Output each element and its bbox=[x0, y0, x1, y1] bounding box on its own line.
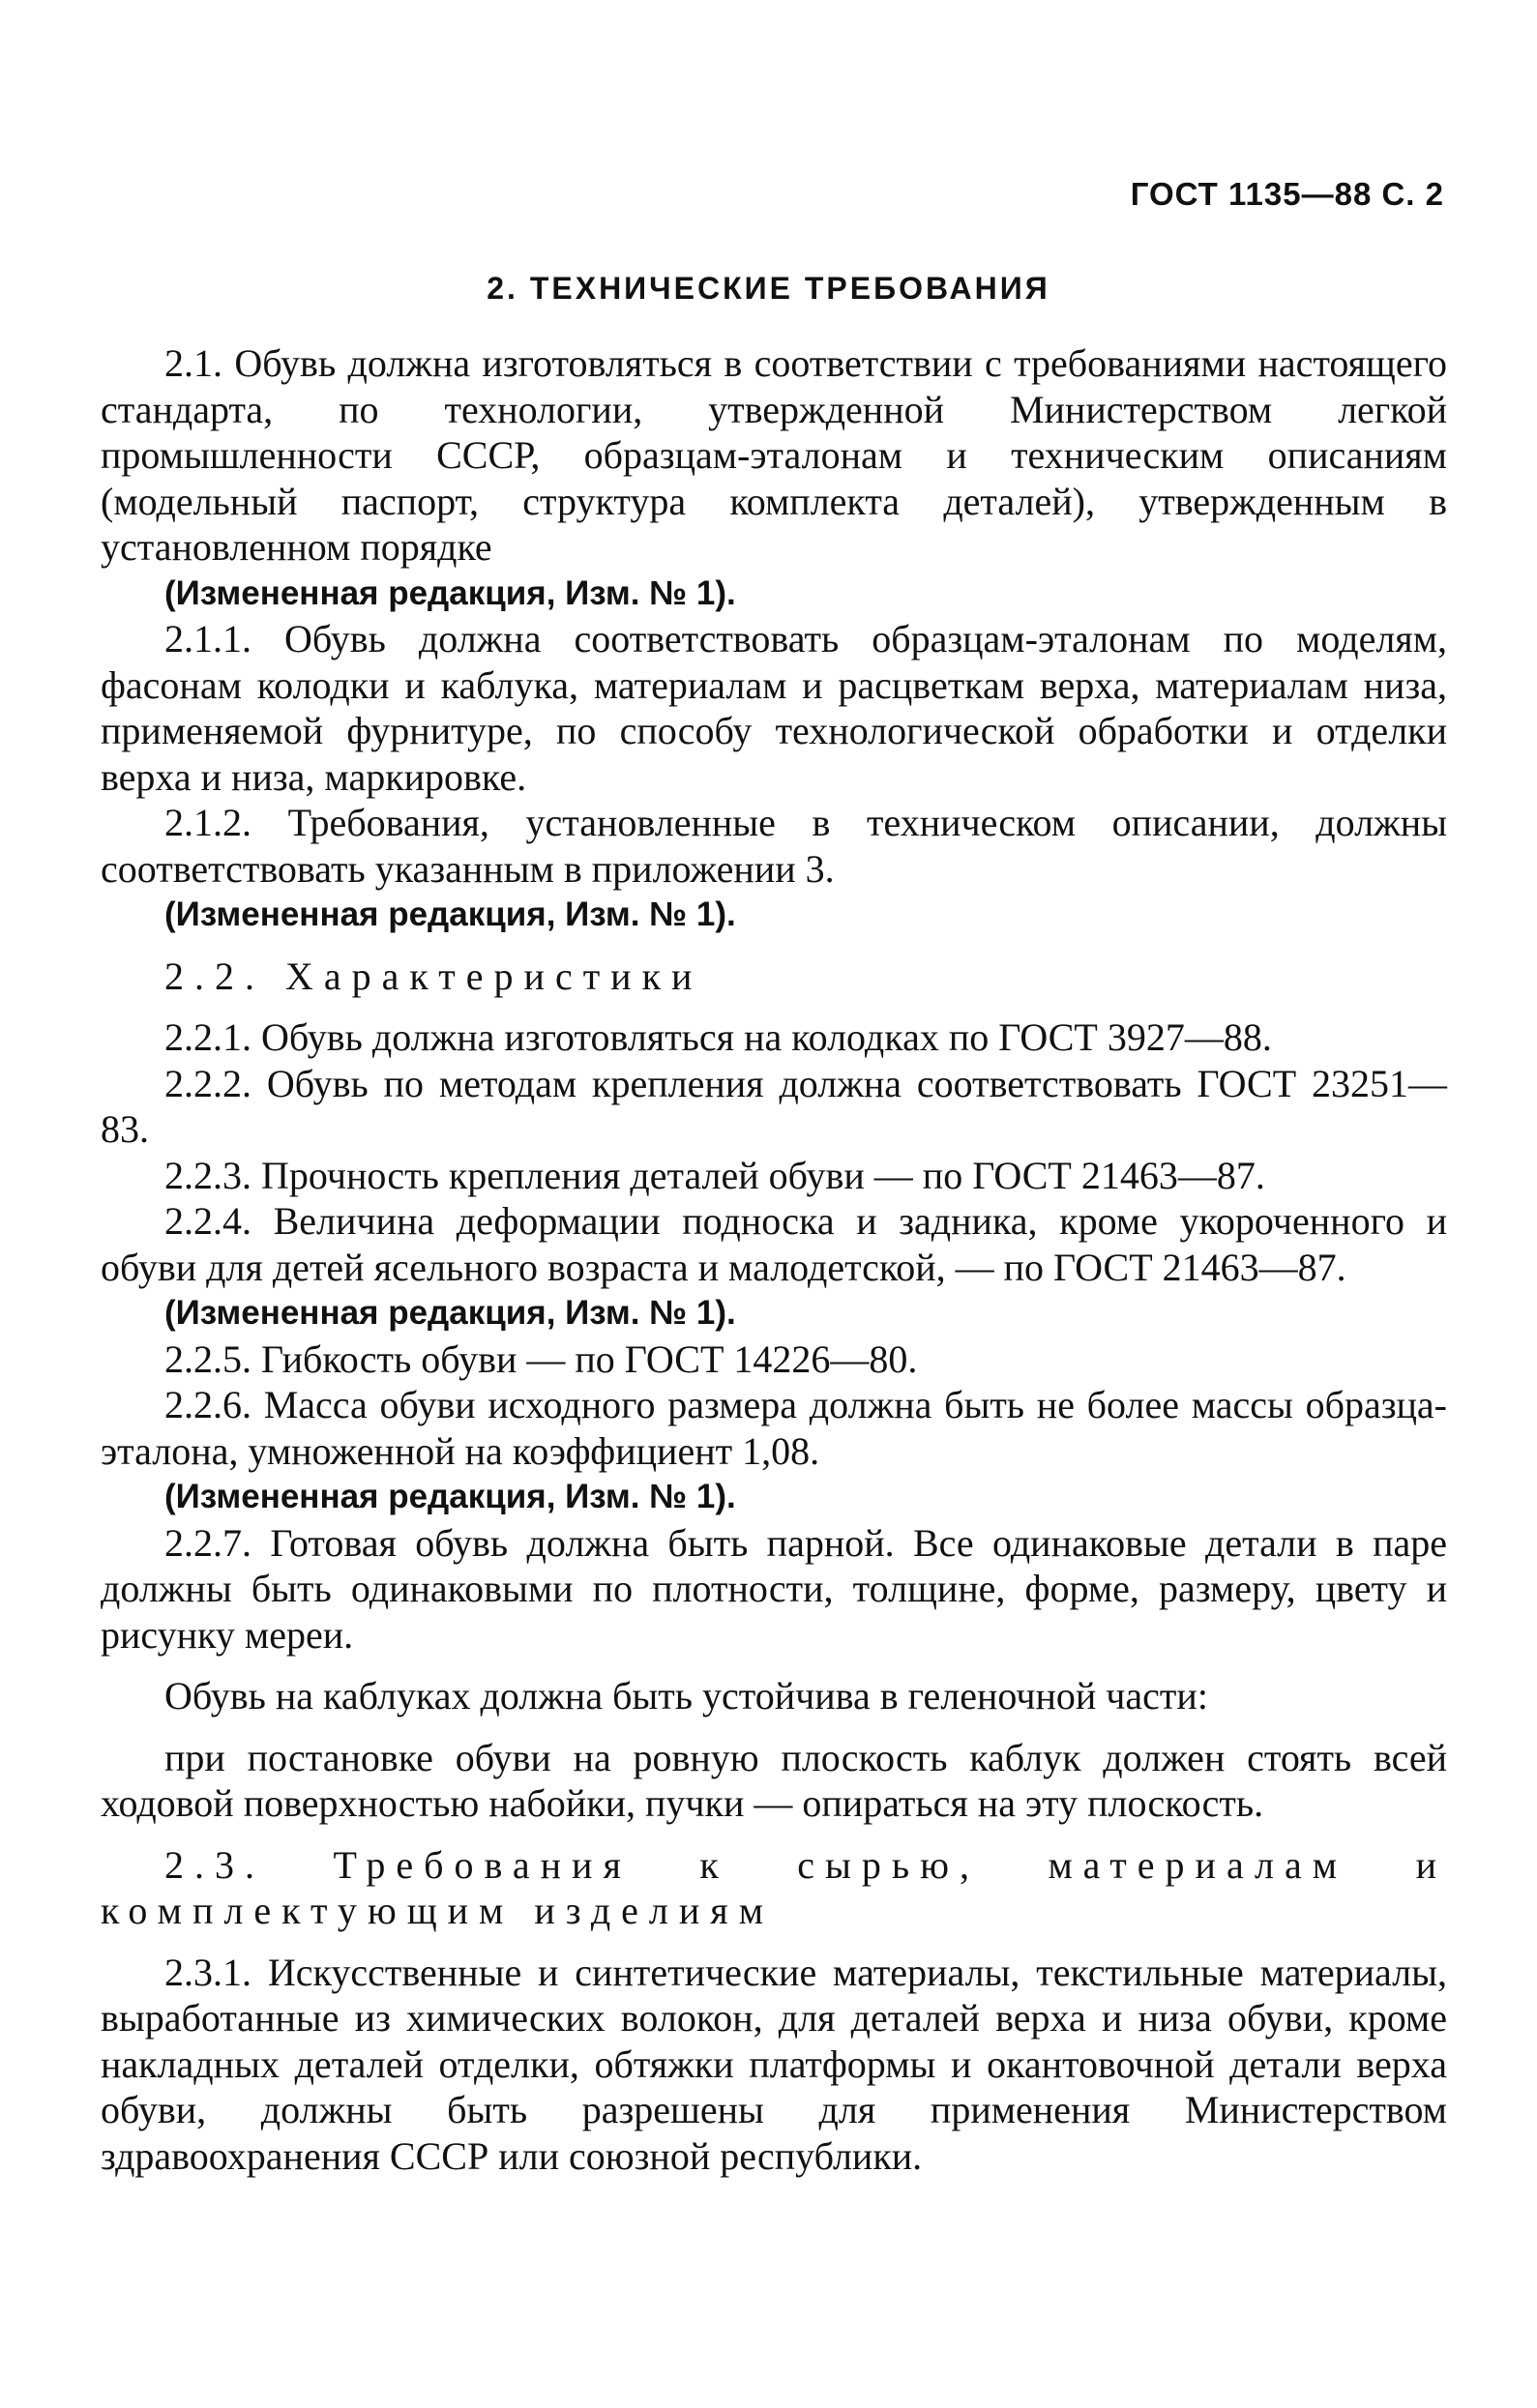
heel-stability-text: Обувь на каблуках должна быть устойчива в геленочной части: bbox=[164, 1674, 1208, 1718]
clause-2-2-6: 2.2.6. Масса обуви исходного размера должна быть не более массы образца-эталона, умноженной на коэффициент 1,08. bbox=[101, 1383, 1447, 1473]
amendment-note: (Измененная редакция, Изм. № 1). bbox=[164, 896, 736, 933]
amendment-note: (Измененная редакция, Изм. № 1). bbox=[164, 573, 736, 612]
clause-2-1-2: 2.1.2. Требования, установленные в техническом описании, должны соответствовать указанным в приложении 3. bbox=[101, 801, 1447, 891]
amendment-note: (Измененная редакция, Изм. № 1). bbox=[164, 1294, 736, 1332]
heel-stability-detail: при постановке обуви на ровную плоскость каблук должен стоять всей ходовой поверхностью набойки, пучки — опираться на эту плоскость. bbox=[101, 1735, 1447, 1825]
clause-2-3-1: 2.3.1. Искусственные и синтетические материалы, текстильные материалы, выработанные из химических волокон, для деталей верха и низа обуви, кроме накладных деталей отделки, обтяжки платформы и окантовочной детали верха обуви, должны быть разрешены для применения Министерством здравоохранения СССР или союзной республики. bbox=[101, 1950, 1447, 2178]
clause-2-2-2: 2.2.2. Обувь по методам крепления должна соответствовать ГОСТ 23251—83. bbox=[101, 1061, 1447, 1151]
clause-2-2-7: 2.2.7. Готовая обувь должна быть парной. Все одинаковые детали в паре должны быть одинаковыми по плотности, толщине, форме, размеру, цвету и рисунку мереи. bbox=[101, 1520, 1447, 1657]
clause-2-1: 2.1. Обувь должна изготовляться в соответствии с требованиями настоящего стандарта, по технологии, утвержденной Министерством легкой промышленности СССР, образцам-эталонам и техническим описаниям (модельный паспорт, структура комплекта деталей), утвержденным в установленном порядке bbox=[101, 341, 1447, 569]
amendment-note: (Измененная редакция, Изм. № 1). bbox=[164, 1478, 736, 1515]
document-body bbox=[101, 340, 1447, 2179]
clause-2-2-3: 2.2.3. Прочность крепления деталей обуви — по ГОСТ 21463—87. bbox=[164, 1153, 1265, 1197]
page-header-doc-ref: ГОСТ 1135—88 С. 2 bbox=[1130, 176, 1444, 212]
clause-2-2-5: 2.2.5. Гибкость обуви — по ГОСТ 14226—80. bbox=[164, 1336, 918, 1381]
subsection-heading-2-3: 2.3. Требования к сырью, материалам и комплектующим изделиям bbox=[101, 1842, 1447, 1932]
clause-2-2-4: 2.2.4. Величина деформации подноска и задника, кроме укороченного и обуви для детей ясельного возраста и малодетской, — по ГОСТ 21463—87. bbox=[101, 1199, 1447, 1289]
subsection-heading-2-2: 2.2. Характеристики bbox=[164, 954, 703, 998]
clause-2-1-1: 2.1.1. Обувь должна соответствовать образцам-эталонам по моделям, фасонам колодки и каблука, материалам и расцветкам верха, материалам низа, применяемой фурнитуре, по способу технологической обработки и отделки верха и низа, маркировке. bbox=[101, 617, 1447, 799]
clause-2-2-1: 2.2.1. Обувь должна изготовляться на колодках по ГОСТ 3927—88. bbox=[164, 1015, 1272, 1059]
section-title: 2. ТЕХНИЧЕСКИЕ ТРЕБОВАНИЯ bbox=[487, 271, 1050, 306]
